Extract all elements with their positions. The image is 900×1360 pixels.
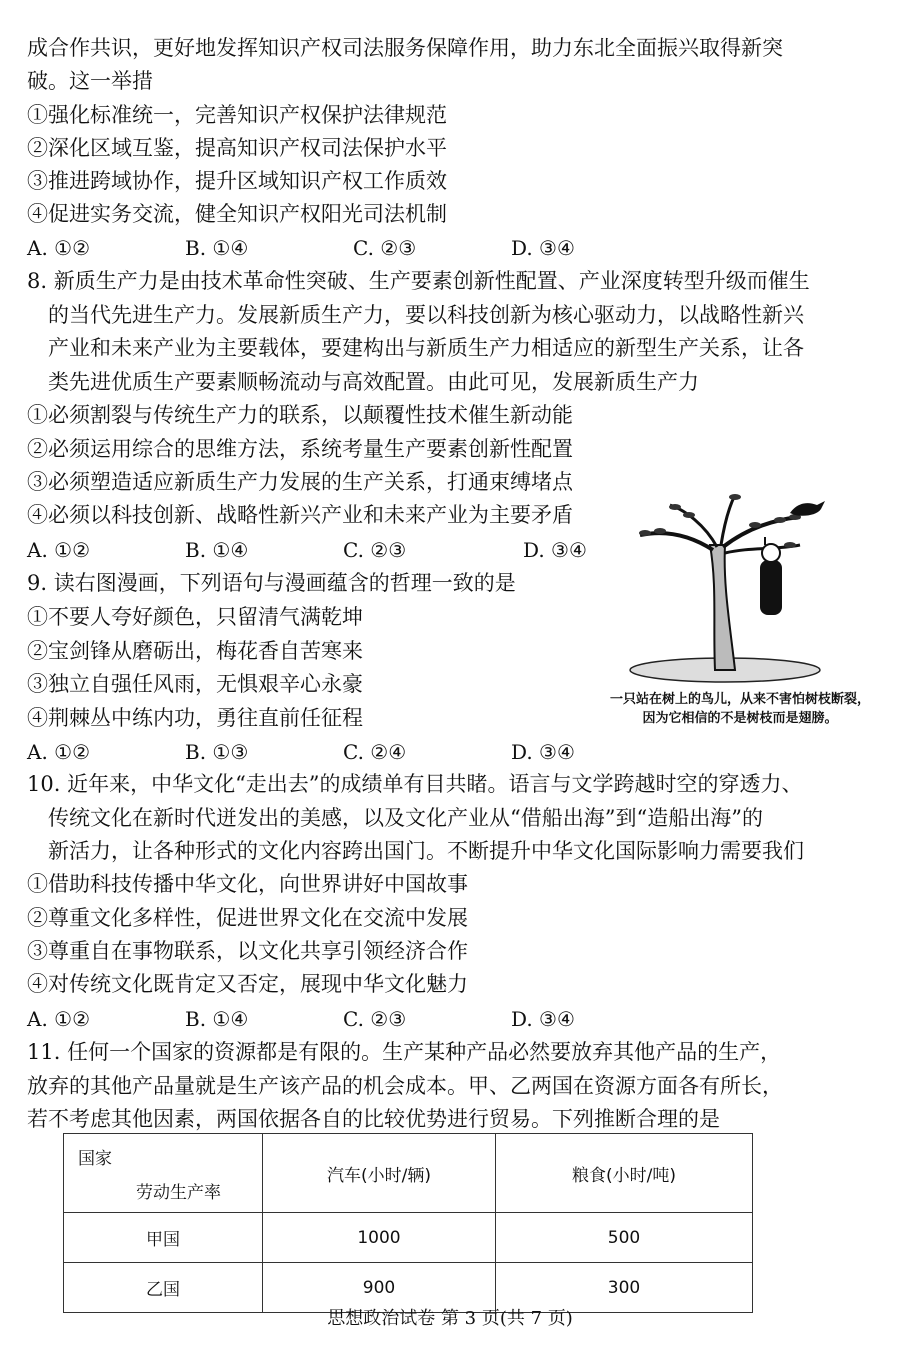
corner-label-productivity: 劳动生产率 (136, 1183, 221, 1203)
row-country: 乙国 (64, 1263, 263, 1313)
table-corner-cell (64, 1134, 263, 1213)
q9-item-1: ①不要人夸好颜色，只留清气满乾坤 (27, 605, 363, 629)
q9-option-d[interactable]: D. ③④ (511, 740, 575, 764)
q8-stem-line4: 类先进优质生产要素顺畅流动与高效配置。由此可见，发展新质生产力 (48, 370, 699, 394)
table-header-row (64, 1134, 753, 1213)
q10-item-4: ④对传统文化既肯定又否定，展现中华文化魅力 (27, 972, 468, 996)
q7-stem-line1: 成合作共识，更好地发挥知识产权司法服务保障作用，助力东北全面振兴取得新突 (27, 36, 783, 60)
q10-options (27, 1004, 575, 1034)
q8-item-1: ①必须割裂与传统生产力的联系，以颠覆性技术催生新动能 (27, 403, 573, 427)
q7-option-d[interactable]: D. ③④ (511, 236, 575, 260)
col-header-car: 汽车(小时/辆) (263, 1134, 496, 1213)
row-car-value: 900 (263, 1263, 496, 1313)
q7-option-c[interactable]: C. ②③ (353, 236, 417, 260)
q9-item-2: ②宝剑锋从磨砺出，梅花香自苦寒来 (27, 639, 363, 663)
q8-item-3: ③必须塑造适应新质生产力发展的生产关系，打通束缚堵点 (27, 470, 573, 494)
q10-stem-line2: 传统文化在新时代迸发出的美感，以及文化产业从“借船出海”到“造船出海”的 (48, 806, 763, 830)
q10-stem-line3: 新活力，让各种形式的文化内容跨出国门。不断提升中华文化国际影响力需要我们 (48, 839, 804, 863)
q11-stem-line1: 11. 任何一个国家的资源都是有限的。生产某种产品必然要放弃其他产品的生产， (27, 1040, 782, 1064)
row-grain-value: 500 (496, 1213, 753, 1263)
q8-option-b[interactable]: B. ①④ (185, 538, 249, 562)
row-car-value: 1000 (263, 1213, 496, 1263)
table-row (64, 1213, 753, 1263)
q10-item-2: ②尊重文化多样性，促进世界文化在交流中发展 (27, 906, 468, 930)
q8-stem-line3: 产业和未来产业为主要载体，要建构出与新质生产力相适应的新型生产关系，让各 (48, 336, 804, 360)
q8-item-2: ②必须运用综合的思维方法，系统考量生产要素创新性配置 (27, 437, 573, 461)
q9-option-b[interactable]: B. ①③ (185, 740, 249, 764)
q7-stem-line2: 破。这一举措 (27, 69, 153, 93)
productivity-table (63, 1133, 753, 1313)
q8-options (27, 535, 587, 565)
corner-label-country: 国家 (78, 1149, 112, 1169)
q7-option-b[interactable]: B. ①④ (185, 236, 249, 260)
cartoon-caption (595, 690, 885, 728)
q11-stem-line2: 放弃的其他产品量就是生产该产品的机会成本。甲、乙两国在资源方面各有所长， (27, 1074, 783, 1098)
cartoon-caption-line2: 因为它相信的不是树枝而是翅膀。 (642, 711, 838, 726)
q7-item-3: ③推进跨域协作，提升区域知识产权工作质效 (27, 169, 447, 193)
q7-item-4: ④促进实务交流，健全知识产权阳光司法机制 (27, 202, 447, 226)
q7-option-a[interactable]: A. ①② (27, 236, 91, 260)
q10-option-d[interactable]: D. ③④ (511, 1007, 575, 1031)
q7-options (27, 233, 575, 263)
q10-option-c[interactable]: C. ②③ (343, 1007, 407, 1031)
q10-stem-line1: 10. 近年来，中华文化“走出去”的成绩单有目共睹。语言与文学跨越时空的穿透力、 (27, 772, 803, 796)
q7-item-2: ②深化区域互鉴，提高知识产权司法保护水平 (27, 136, 447, 160)
q11-stem-line3: 若不考虑其他因素，两国依据各自的比较优势进行贸易。下列推断合理的是 (27, 1107, 720, 1131)
q9-item-3: ③独立自强任风雨，无惧艰辛心永豪 (27, 672, 363, 696)
page-footer: 思想政治试卷 第 3 页(共 7 页) (327, 1308, 573, 1329)
cartoon-caption-line1: 一只站在树上的鸟儿，从来不害怕树枝断裂， (609, 692, 870, 707)
row-country: 甲国 (64, 1213, 263, 1263)
q9-stem: 9. 读右图漫画，下列语句与漫画蕴含的哲理一致的是 (27, 571, 516, 595)
q7-item-1: ①强化标准统一，完善知识产权保护法律规范 (27, 103, 447, 127)
q8-option-d[interactable]: D. ③④ (523, 538, 587, 562)
q10-item-3: ③尊重自在事物联系，以文化共享引领经济合作 (27, 939, 468, 963)
q10-option-a[interactable]: A. ①② (27, 1007, 91, 1031)
q9-option-a[interactable]: A. ①② (27, 740, 91, 764)
q8-stem-line2: 的当代先进生产力。发展新质生产力，要以科技创新为核心驱动力，以战略性新兴 (48, 303, 804, 327)
q10-item-1: ①借助科技传播中华文化，向世界讲好中国故事 (27, 872, 468, 896)
q8-option-a[interactable]: A. ①② (27, 538, 91, 562)
q8-option-c[interactable]: C. ②③ (343, 538, 407, 562)
q9-options (27, 737, 575, 767)
q8-item-4: ④必须以科技创新、战略性新兴产业和未来产业为主要矛盾 (27, 503, 573, 527)
q10-option-b[interactable]: B. ①④ (185, 1007, 249, 1031)
q8-stem-line1: 8. 新质生产力是由技术革命性突破、生产要素创新性配置、产业深度转型升级而催生 (27, 269, 810, 293)
col-header-grain: 粮食(小时/吨) (496, 1134, 753, 1213)
q9-item-4: ④荆棘丛中练内功，勇往直前任征程 (27, 706, 363, 730)
q9-option-c[interactable]: C. ②④ (343, 740, 407, 764)
row-grain-value: 300 (496, 1263, 753, 1313)
